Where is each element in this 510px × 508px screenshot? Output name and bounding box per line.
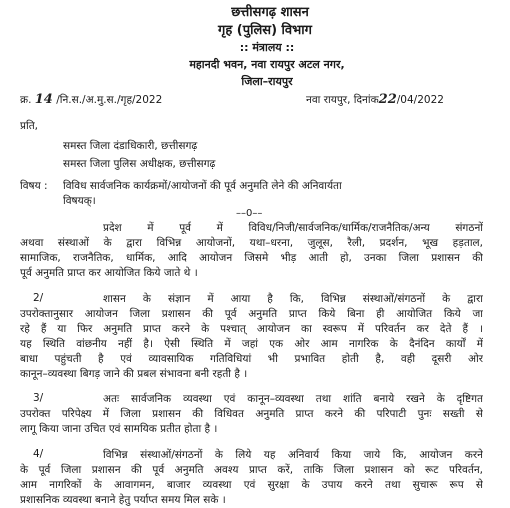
p3-line: लागू किया जाना उचित एवं सामयिक प्रतीत होता है । xyxy=(20,423,218,435)
p2-line: रहे हैं या फिर अनुमति प्राप्त करने के पश्चात् आयोजन का स्वरूप में परिवर्तन कर देते हैं । xyxy=(20,323,483,335)
p2-line: उपरोक्तानुसार आयोजन जिला प्रशासन की पूर्व अनुमति प्राप्त किये बिना ही आयोजित किये जा xyxy=(20,308,483,320)
district-line: जिला–रायपुर xyxy=(241,75,293,88)
p4-line: आम नागरिकों के आवागमन, बाजार व्यवस्था एवं सुरक्षा के उपाय करने तथा सुचारू रूप से xyxy=(20,479,483,491)
p3-line: अतः सार्वजनिक व्यवस्था एवं कानून–व्यवस्था तथा शांति बनाये रखने के दृष्टिगत xyxy=(103,393,483,405)
p1-line: अथवा संस्थाओं के द्वारा विभिन्न आयोजनों, यथा–धरना, जुलूस, रैली, प्रदर्शन, भूख हड़ताल, xyxy=(20,237,483,249)
department-title: गृह (पुलिस) विभाग xyxy=(218,23,312,38)
subject-line-1: विविध सार्वजनिक कार्यक्रमों/आयोजनों की पूर्व अनुमति लेने की अनिवार्यता xyxy=(63,180,342,192)
office-address: महानदी भवन, नवा रायपुर अटल नगर, xyxy=(189,58,345,71)
place-date xyxy=(306,92,444,107)
place-date-prefix: नवा रायपुर, दिनांक xyxy=(306,94,379,106)
ministry-title: :: मंत्रालय :: xyxy=(239,41,295,54)
ref-handwritten-number: 14 xyxy=(34,92,53,107)
p3-number: 3/ xyxy=(33,392,44,404)
recipient-sps: समस्त जिला पुलिस अधीक्षक, छत्तीसगढ़ xyxy=(63,158,216,170)
p4-line: के पूर्व जिला प्रशासन की पूर्व अनुमति अवश्य प्राप्त करें, ताकि जिला प्रशासन को रूट परिवर्तन, xyxy=(20,464,483,476)
date-suffix: /04/2022 xyxy=(396,94,444,106)
p2-line: कानून–व्यवस्था बिगड़ जाने की प्रबल संभावना बनी रहती है । xyxy=(20,368,248,380)
ref-prefix: क्र. xyxy=(20,94,32,106)
to-label: प्रति, xyxy=(20,120,39,132)
ref-suffix: /नि.स./अ.मु.स./गृह/2022 xyxy=(56,94,163,106)
p2-line: बाधा पहुंचती है एवं व्यावसायिक गतिविधियां भी प्रभावित होती है, वही दूसरी ओर xyxy=(20,353,483,365)
p4-line: प्रशासनिक व्यवस्था बनाने हेतु पर्याप्त समय मिल सके । xyxy=(20,494,226,506)
subject-label: विषय : xyxy=(20,180,48,192)
govt-title: छत्तीसगढ़ शासन xyxy=(231,5,309,20)
p2-line: यह स्थिति वांछनीय नहीं है। ऐसी स्थिति में जहां एक ओर आम नागरिक के दैनंदिन कार्यों में xyxy=(20,338,483,350)
reference-number xyxy=(20,92,162,107)
date-handwritten-day: 22 xyxy=(378,92,397,107)
p4-number: 4/ xyxy=(33,448,44,460)
p3-line: उपरोक्त परिपेक्ष्य में जिला प्रशासन की विधिवत अनुमति प्राप्त करने की परिपाटी पुनः सख्ती से xyxy=(20,408,483,420)
p4-line: विभिन्न संस्थाओं/संगठनों के लिये यह अनिवार्य किया जाये कि, आयोजन करने xyxy=(103,449,483,461)
p2-line: शासन के संज्ञान में आया है कि, विभिन्न संस्थाओं/संगठनों के द्वारा xyxy=(103,293,483,305)
p1-line: प्रदेश में पूर्व में विविध/निजी/सार्वजनिक/धार्मिक/राजनैतिक/अन्य संगठनों xyxy=(103,222,483,234)
subject-line-2: विषयक्। xyxy=(63,195,96,207)
recipient-collectors: समस्त जिला दंडाधिकारी, छत्तीसगढ़ xyxy=(63,140,198,152)
p1-line: पूर्व अनुमति प्राप्त कर आयोजित किये जाते थे । xyxy=(20,267,198,279)
separator: ––0–– xyxy=(236,208,263,219)
p1-line: सामाजिक, राजनैतिक, धार्मिक, आदि आयोजन जिसमे भीड़ आती हो, उनका जिला प्रशासन की xyxy=(20,252,483,264)
p2-number: 2/ xyxy=(33,292,44,304)
